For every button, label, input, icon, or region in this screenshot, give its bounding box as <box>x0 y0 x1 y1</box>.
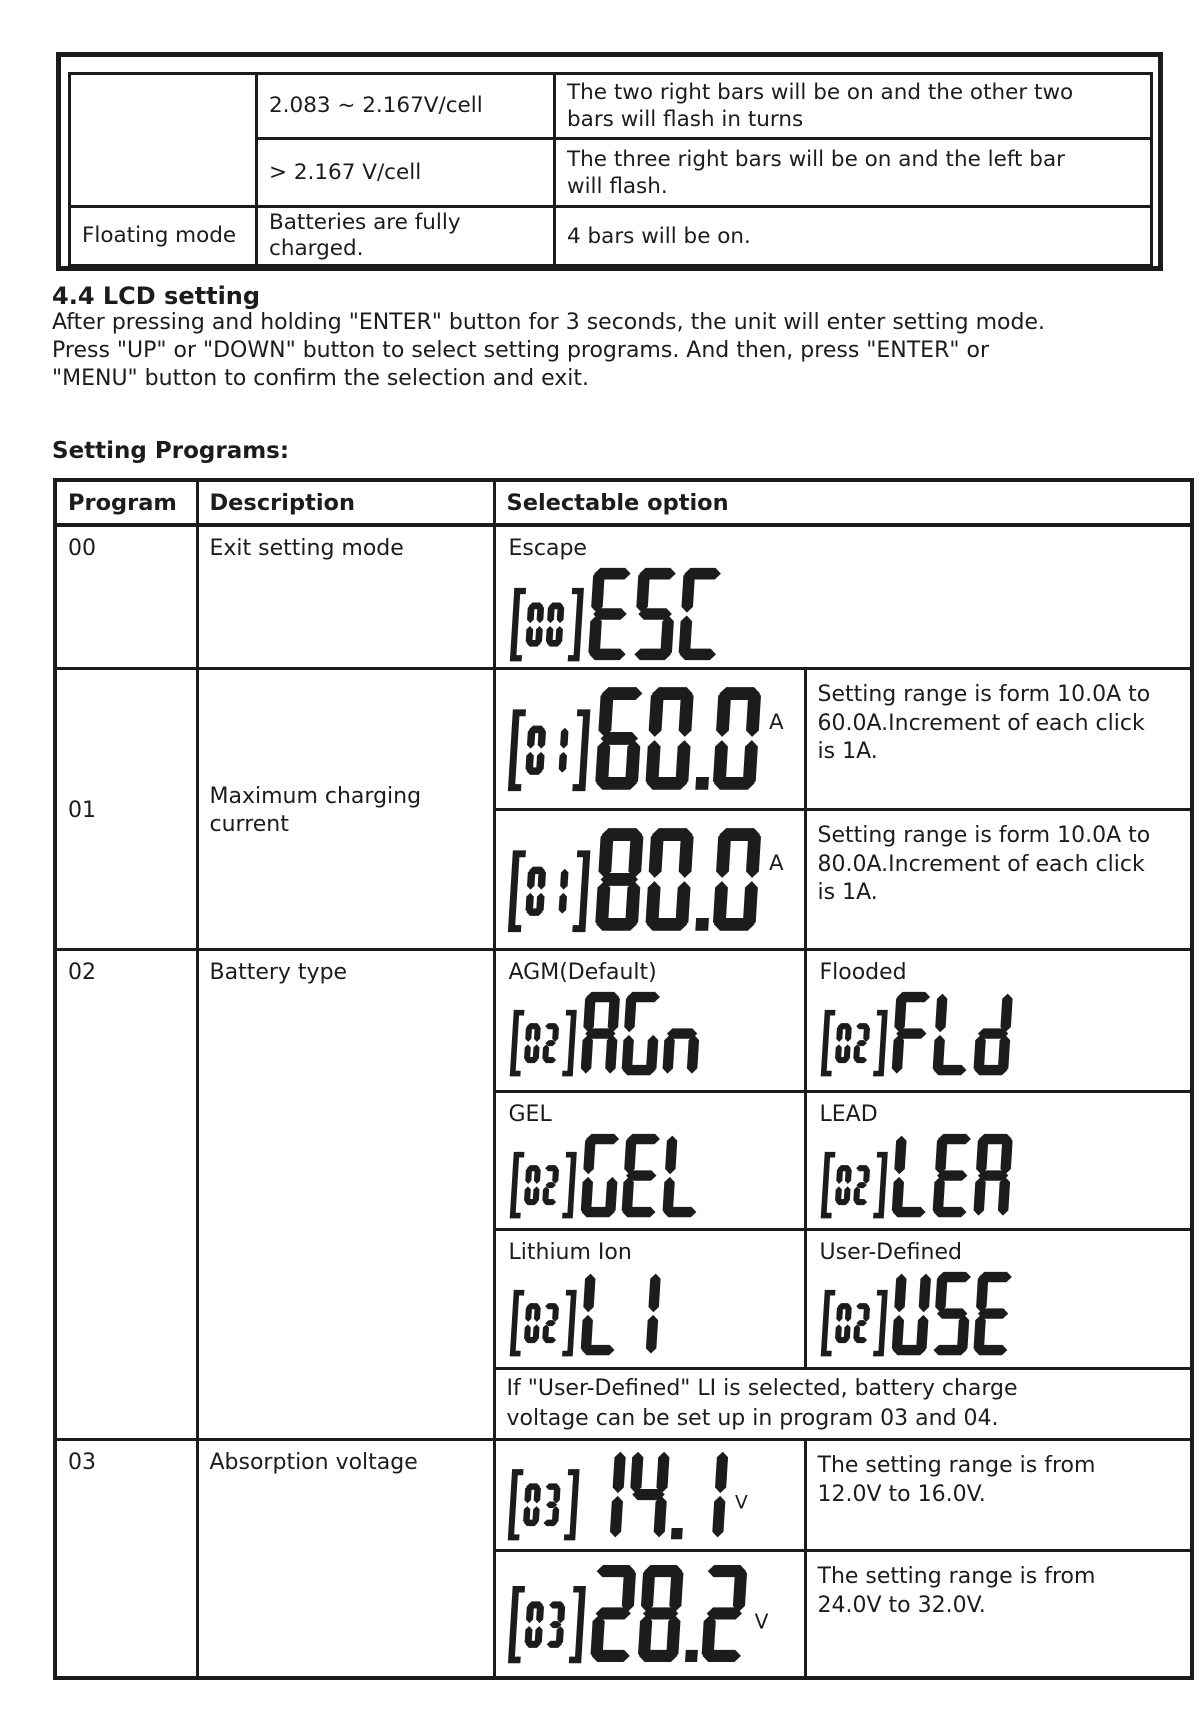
lcd-display-141v <box>507 1448 800 1542</box>
svg-text:V: V <box>734 1492 748 1514</box>
lcd-display-li <box>509 1270 794 1358</box>
battery-mode-cell-empty <box>70 74 257 207</box>
setting-programs-table-wrap <box>53 478 1194 1680</box>
option-cell-60a <box>494 669 805 810</box>
battery-behavior-cell: The three right bars will be on and the left bar will flash. <box>555 139 1152 207</box>
program-row-03 <box>55 1440 1192 1551</box>
svg-text:A: A <box>768 709 784 735</box>
body-text-line: After pressing and holding "ENTER" button for 3 seconds, the unit will enter setting mode. <box>52 310 1045 335</box>
program-desc-cell: Absorption voltage <box>197 1440 494 1678</box>
option-cell-gel <box>494 1092 805 1230</box>
table-row <box>70 207 1152 266</box>
option-cell-userdefined <box>805 1230 1192 1369</box>
option-cell-flooded <box>805 950 1192 1092</box>
lcd-display-60a <box>507 685 800 793</box>
option-cell-282v <box>494 1551 805 1678</box>
program-id-cell: 02 <box>55 950 197 1440</box>
setting-programs-heading: Setting Programs: <box>52 438 290 464</box>
program-id-cell: 01 <box>55 669 197 950</box>
svg-text:V: V <box>754 1609 768 1634</box>
lcd-display-80a <box>507 826 800 934</box>
range-cell-282v: The setting range is from 24.0V to 32.0V. <box>805 1551 1192 1678</box>
svg-text:A: A <box>768 850 784 876</box>
option-label: Flooded <box>819 960 907 985</box>
battery-condition-cell: > 2.167 V/cell <box>257 139 555 207</box>
battery-status-table <box>68 72 1153 267</box>
lcd-display-agm <box>509 990 794 1078</box>
program-row-00 <box>55 525 1192 669</box>
option-label: LEAD <box>819 1102 878 1127</box>
program-desc-cell: Battery type <box>197 950 494 1440</box>
program-desc-cell: Exit setting mode <box>197 525 494 669</box>
battery-mode-cell: Floating mode <box>70 207 257 266</box>
user-defined-note-cell: If "User-Defined" LI is selected, battery charge voltage can be set up in program 03 and 04. <box>494 1369 1192 1440</box>
header-program: Program <box>55 480 197 525</box>
battery-behavior-cell: The two right bars will be on and the other two bars will flash in turns <box>555 74 1152 139</box>
option-cell-80a <box>494 810 805 950</box>
battery-condition-cell: 2.083 ~ 2.167V/cell <box>257 74 555 139</box>
setting-programs-table <box>53 478 1194 1680</box>
program-id-cell: 00 <box>55 525 197 669</box>
range-cell-141v: The setting range is from 12.0V to 16.0V. <box>805 1440 1192 1551</box>
range-cell-60a: Setting range is form 10.0A to 60.0A.Increment of each click is 1A. <box>805 669 1192 810</box>
body-text-line: Press "UP" or "DOWN" button to select setting programs. And then, press "ENTER" or <box>52 338 989 363</box>
table-row <box>70 74 1152 139</box>
battery-condition-cell: Batteries are fully charged. <box>257 207 555 266</box>
program-row-02 <box>55 950 1192 1092</box>
option-label: AGM(Default) <box>508 960 657 985</box>
section-heading: 4.4 LCD setting <box>52 282 261 310</box>
option-label: Lithium Ion <box>508 1240 632 1265</box>
option-cell-141v <box>494 1440 805 1551</box>
lcd-display-fld <box>820 990 1181 1078</box>
option-cell-escape <box>494 525 1192 669</box>
program-row-01 <box>55 669 1192 810</box>
option-cell-lead <box>805 1092 1192 1230</box>
lcd-display-282v <box>507 1563 800 1665</box>
battery-behavior-cell: 4 bars will be on. <box>555 207 1152 266</box>
option-cell-agm <box>494 950 805 1092</box>
program-desc-text: Maximum charging current <box>209 784 422 837</box>
header-description: Description <box>197 480 494 525</box>
option-label: User-Defined <box>819 1240 962 1265</box>
range-cell-80a: Setting range is form 10.0A to 80.0A.Increment of each click is 1A. <box>805 810 1192 950</box>
header-selectable-option: Selectable option <box>494 480 1192 525</box>
option-label: Escape <box>508 536 587 561</box>
table-header-row <box>55 480 1192 525</box>
program-id-cell: 03 <box>55 1440 197 1678</box>
lcd-display-use <box>820 1270 1181 1358</box>
lcd-display-esc <box>509 566 1181 663</box>
body-text-line: "MENU" button to confirm the selection and exit. <box>52 366 590 391</box>
option-label: GEL <box>508 1102 552 1127</box>
lcd-display-gel <box>509 1132 794 1220</box>
lcd-display-lea <box>820 1132 1181 1220</box>
option-cell-lithium <box>494 1230 805 1369</box>
program-desc-cell <box>197 669 494 950</box>
